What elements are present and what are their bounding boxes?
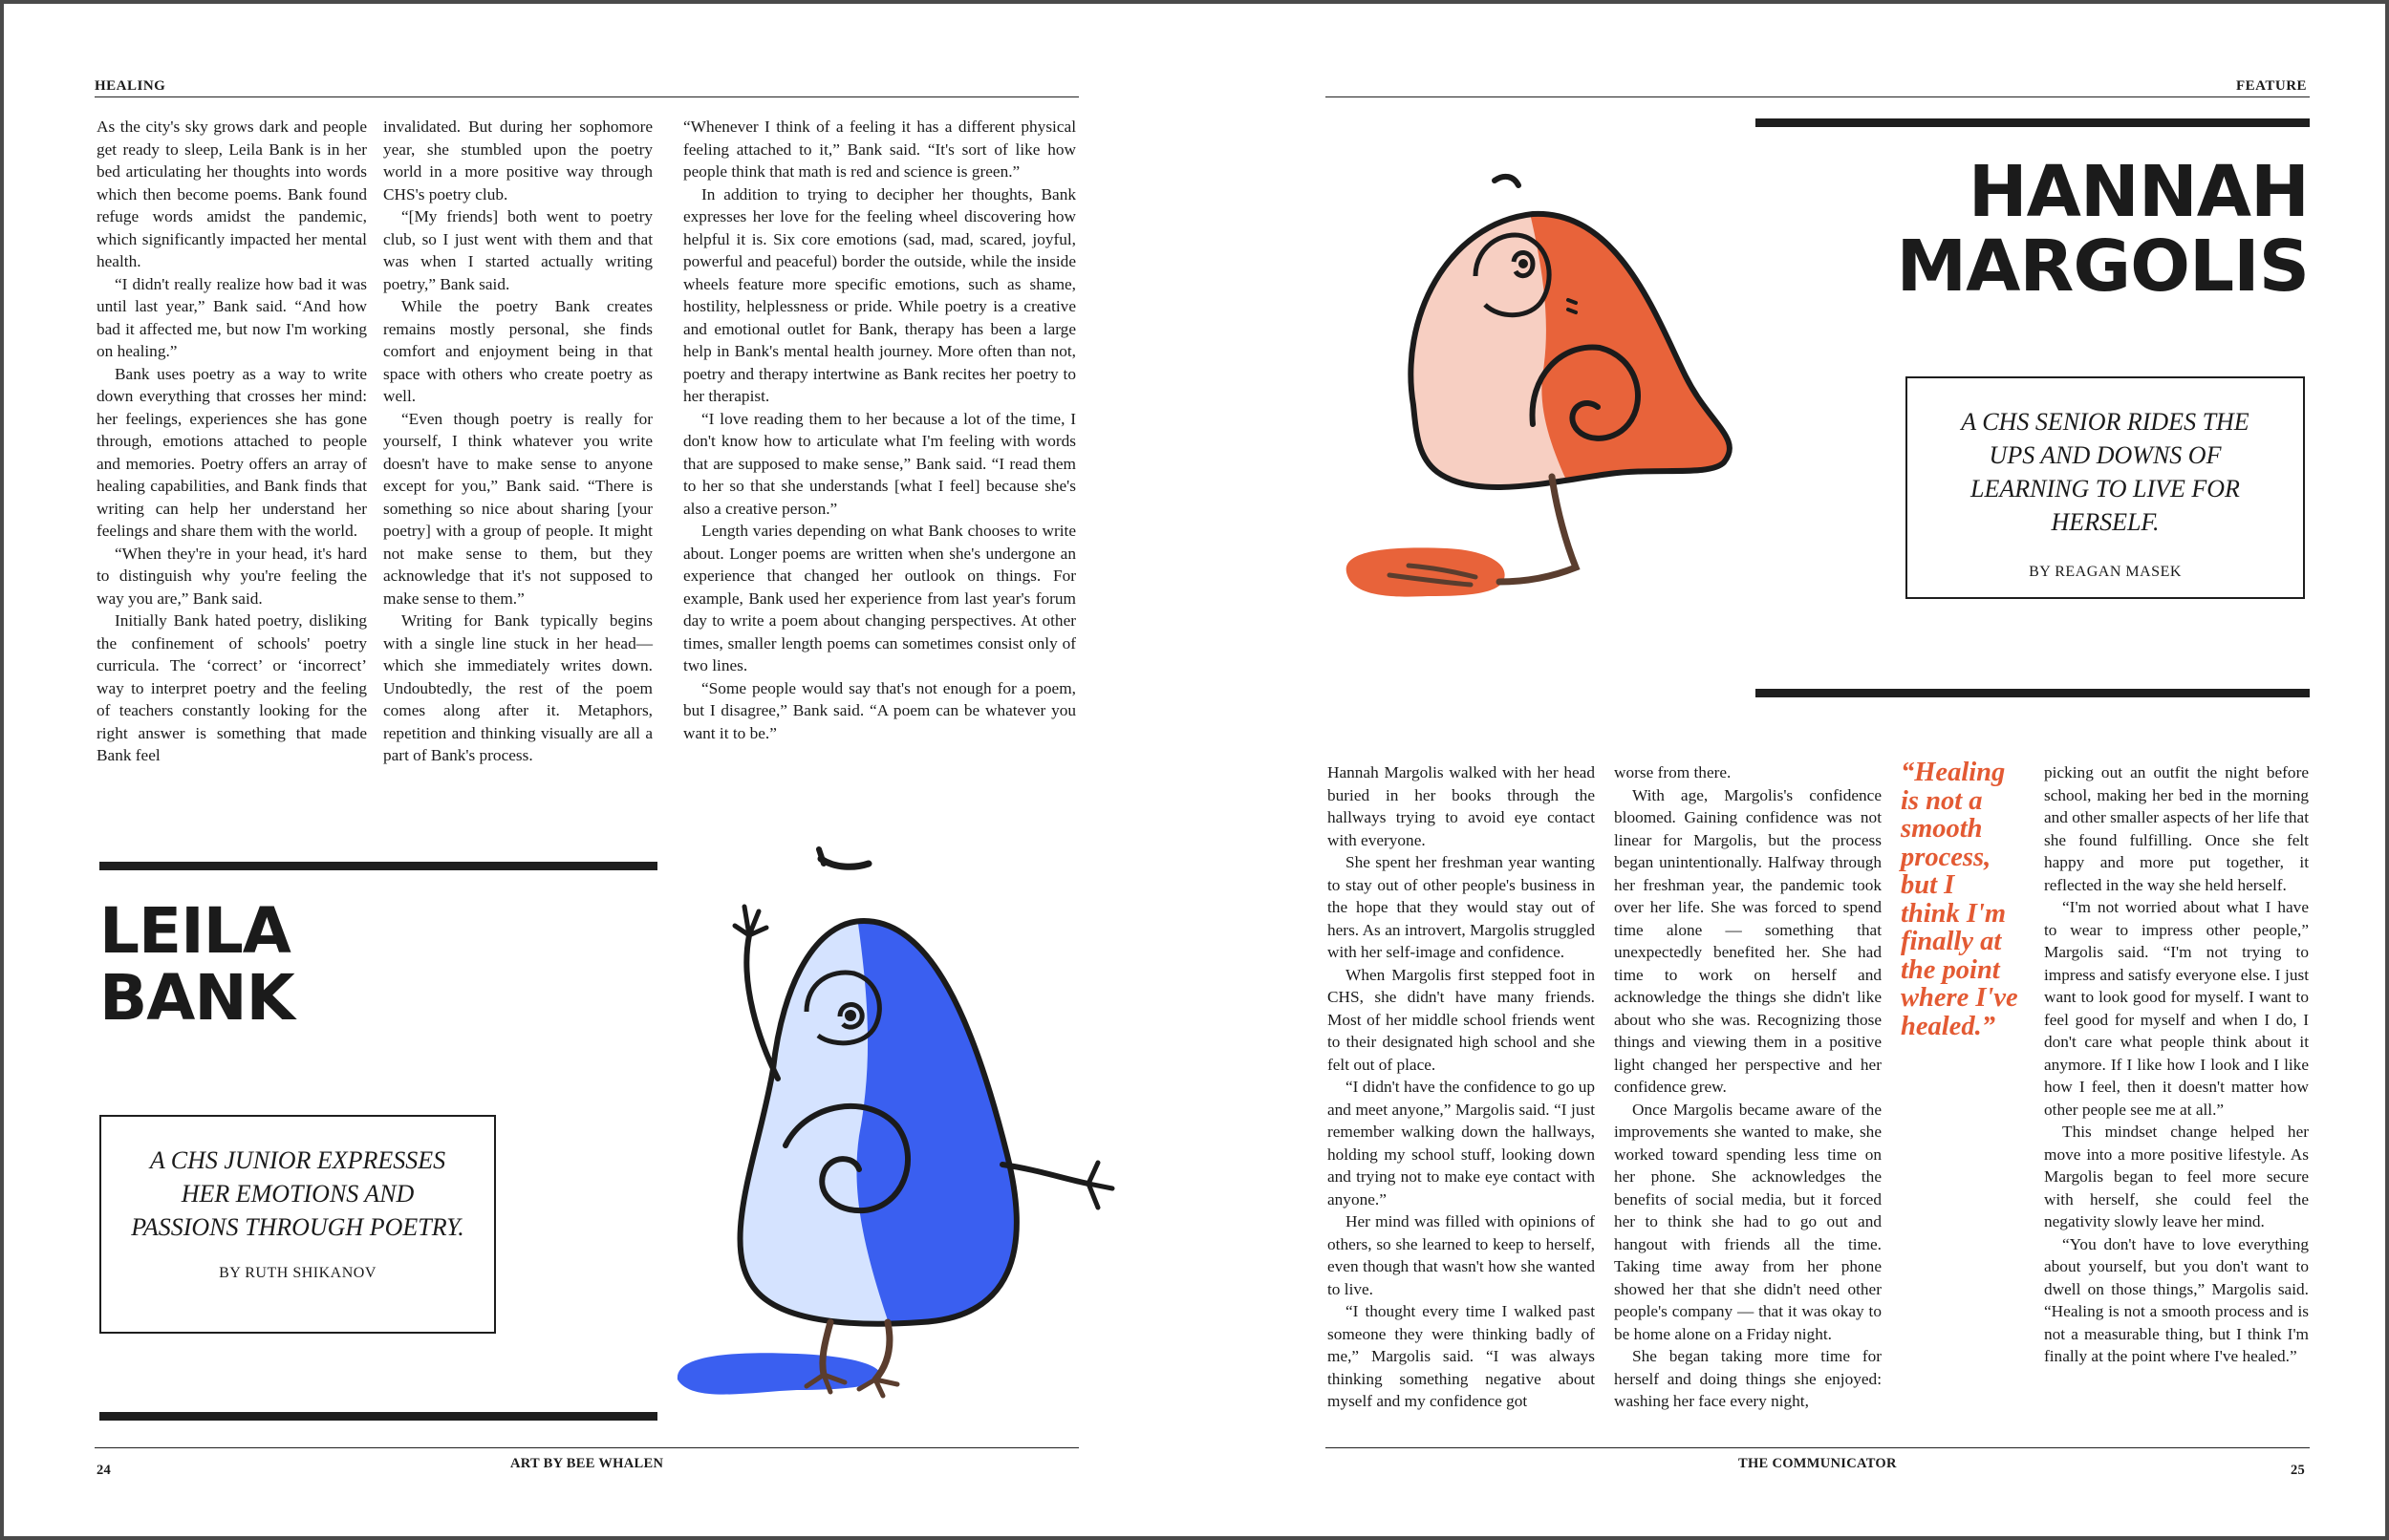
headline-bottom-bar-left [99,1412,657,1421]
byline: BY RUTH SHIKANOV [219,1265,377,1281]
paragraph: “[My friends] both went to poetry club, so I just went with them and that was when I started actually writing poetry,” Bank said. [383,207,653,293]
top-rule-left [95,96,1079,97]
right-article-column-1 [1327,761,1595,1413]
deck-box-right [1905,376,2305,599]
headline-line-1: LEILA [99,894,291,968]
deck-text: A CHS JUNIOR EXPRESSES HER EMOTIONS AND PASSIONS THROUGH POETRY. [131,1146,464,1241]
paragraph: “Some people would say that's not enough for a poem, but I disagree,” Bank said. “A poem can be whatever you want it to be.” [683,678,1076,742]
section-label-healing: HEALING [95,78,166,94]
right-article-column-3 [2044,761,2309,1368]
right-article-column-2 [1614,761,1882,1413]
paragraph: “I thought every time I walked past someone they were thinking badly of me,” Margolis said. “I was always thinking something negative about myself and my confidence got [1327,1302,1595,1410]
paragraph: picking out an outfit the night before school, making her bed in the morning and other smaller aspects of her life that she found fulfilling. Once she felt happy and more put together, it reflected in the way she held herself. [2044,763,2309,894]
paragraph: “When they're in your head, it's hard to distinguish why you're feeling the way you are,” Bank said. [97,544,367,608]
magazine-spread [4,4,2385,1536]
paragraph: When Margolis first stepped foot in CHS, she didn't have many friends. Most of her middle school friends went to their designated high school and she felt out of place. [1327,965,1595,1074]
page-number-24: 24 [97,1463,112,1478]
paragraph: Writing for Bank typically begins with a single line stuck in her head—which she immediately writes down. Undoubtedly, the rest of the poem comes along after it. Metaphors, repetition and thinking visually are all a part of Bank's process. [383,611,653,764]
top-rule-right [1325,96,2310,97]
left-article-column-3 [683,116,1076,744]
headline-leila-bank [99,894,294,1035]
headline-bottom-bar-right [1755,689,2310,697]
deck-box-left [99,1115,496,1334]
paragraph: Bank uses poetry as a way to write down everything that crosses her mind: her feelings, experiences she has gone through, emotions attached to people and memories. Poetry offers an array of healing capabilities, and Bank finds that writing can help her understand her feelings and share them with the world. [97,364,367,540]
publication-name: THE COMMUNICATOR [1738,1456,1897,1471]
bottom-rule-right [1325,1447,2310,1448]
paragraph: “Whenever I think of a feeling it has a different physical feeling attached to it,” Bank said. “It's sort of like how people think that math is red and science is green.” [683,118,1076,181]
art-credit: ART BY BEE WHALEN [510,1456,664,1471]
paragraph: This mindset change helped her move into a more positive lifestyle. As Margolis began to feel more secure with herself, she could feel the negativity slowly leave her mind. [2044,1123,2309,1230]
blue-blob-character-icon [663,840,1122,1413]
byline: BY REAGAN MASEK [2029,564,2182,580]
page-number-25: 25 [2291,1463,2306,1478]
paragraph: “Even though poetry is really for yourself, I think whatever you write doesn't have to make sense to anyone except for you,” Bank said. “There is something so nice about sharing [your poetry] with a group of people. It might not make sense to them, but they acknowledge that it's not supposed to make sense to them.” [383,409,653,608]
headline-hannah-margolis [1724,151,2309,308]
left-article-column-2 [383,116,653,767]
left-article-column-1 [97,116,367,767]
paragraph: worse from there. [1614,763,1732,781]
orange-blob-character-icon [1342,185,1753,625]
paragraph: Once Margolis became aware of the improvements she wanted to make, she worked toward spending less time on her phone. She acknowledges the benefits of social media, but it forced her to think she had to go out and hangout with friends all the time. Taking time away from her phone showed her that she didn't need other people's company — that it was okay to be home alone on a Friday night. [1614,1100,1882,1343]
deck-text: A CHS SENIOR RIDES THE UPS AND DOWNS OF LEARNING TO LIVE FOR HERSELF. [1961,408,2249,536]
section-label-feature: FEATURE [2236,78,2308,94]
paragraph: With age, Margolis's confidence bloomed. Gaining confidence was not linear for Margolis, but the process began unintentionally. Halfway through her freshman year, the pandemic took over her life. She was forced to spend time alone — something that unexpectedly benefited her. She had time to work on herself and acknowledge the things she didn't like about who she was. Recognizing those things and viewing them in a positive light changed her perspective and her confidence grew. [1614,785,1882,1096]
paragraph: Length varies depending on what Bank chooses to write about. Longer poems are written when she's undergone an experience that changed her outlook on things. For example, Bank used her experience from last year's forum day to write a poem about changing perspectives. At other times, smaller length poems can sometimes consist only of two lines. [683,522,1076,674]
paragraph: “I'm not worried about what I have to wear to impress other people,” Margolis said. “I'm not trying to impress and satisfy everyone else. I just want to look good for myself. I want to feel good for myself and when I do, I don't care what people think about it anymore. If I like how I look and I like how I feel, then it doesn't matter how other people see me at all.” [2044,898,2309,1119]
headline-line-2: BANK [99,961,294,1035]
headline-line-2: MARGOLIS [1896,225,2309,308]
headline-top-bar-left [99,862,657,870]
bottom-rule-left [95,1447,1079,1448]
paragraph: While the poetry Bank creates remains mostly personal, she finds comfort and enjoyment being in that space with others who create poetry as well. [383,297,653,405]
headline-line-1: HANNAH [1968,151,2309,233]
paragraph: Initially Bank hated poetry, disliking the confinement of schools' poetry curricula. The ‘correct’ or ‘incorrect’ way to interpret poetry and the feeling of teachers constantly looking for the right answer is something that made Bank feel [97,611,367,764]
paragraph: Hannah Margolis walked with her head buried in her books through the hallways trying to avoid eye contact with everyone. [1327,763,1595,849]
paragraph: In addition to trying to decipher her thoughts, Bank expresses her love for the feeling wheel discovering how helpful it is. Six core emotions (sad, mad, scared, joyful, powerful and peaceful) border the outside, while the inside wheels feature more specific emotions, such as shame, hostility, helplessness or pride. While poetry is a creative and emotional outlet for Bank, therapy has been a large help in Bank's mental health journey. More often than not, poetry and therapy intertwine as Bank recites her poetry to her therapist. [683,184,1076,405]
headline-top-bar-right [1755,118,2310,127]
paragraph: “I didn't have the confidence to go up and meet anyone,” Margolis said. “I just remember walking down the hallways, holding my school stuff, looking down and trying not to make eye contact with anyone.” [1327,1078,1595,1208]
paragraph: She began taking more time for herself and doing things she enjoyed: washing her face every night, [1614,1347,1882,1410]
paragraph: “You don't have to love everything about yourself, but you don't want to dwell on those things,” Margolis said. “Healing is not a smooth process and is not a measurable thing, but I think I'm finally at the point where I've healed.” [2044,1234,2309,1365]
paragraph: Her mind was filled with opinions of others, so she learned to keep to herself, even though that wasn't how she wanted to live. [1327,1212,1595,1298]
pull-quote: “Healing is not a smooth process, but I think I'm finally at the point where I've healed.” [1901,758,2018,1041]
paragraph: She spent her freshman year wanting to stay out of other people's business in the hope that they would stay out of hers. As an introvert, Margolis struggled with her self-image and confidence. [1327,853,1595,961]
paragraph: invalidated. But during her sophomore year, she stumbled upon the poetry world in a more positive way through CHS's poetry club. [383,118,653,203]
paragraph: “I love reading them to her because a lot of the time, I don't know how to articulate what I'm feeling with words that are supposed to make sense,” Bank said. “I read them to her so that she understands [what I feel] because she's also a creative person.” [683,409,1076,518]
paragraph: As the city's sky grows dark and people get ready to sleep, Leila Bank is in her bed articulating her thoughts into words which then become poems. Bank found refuge words amidst the pandemic, which significantly impacted her mental health. [97,118,367,270]
paragraph: “I didn't really realize how bad it was until last year,” Bank said. “And how bad it affected me, but now I'm working on healing.” [97,274,367,360]
